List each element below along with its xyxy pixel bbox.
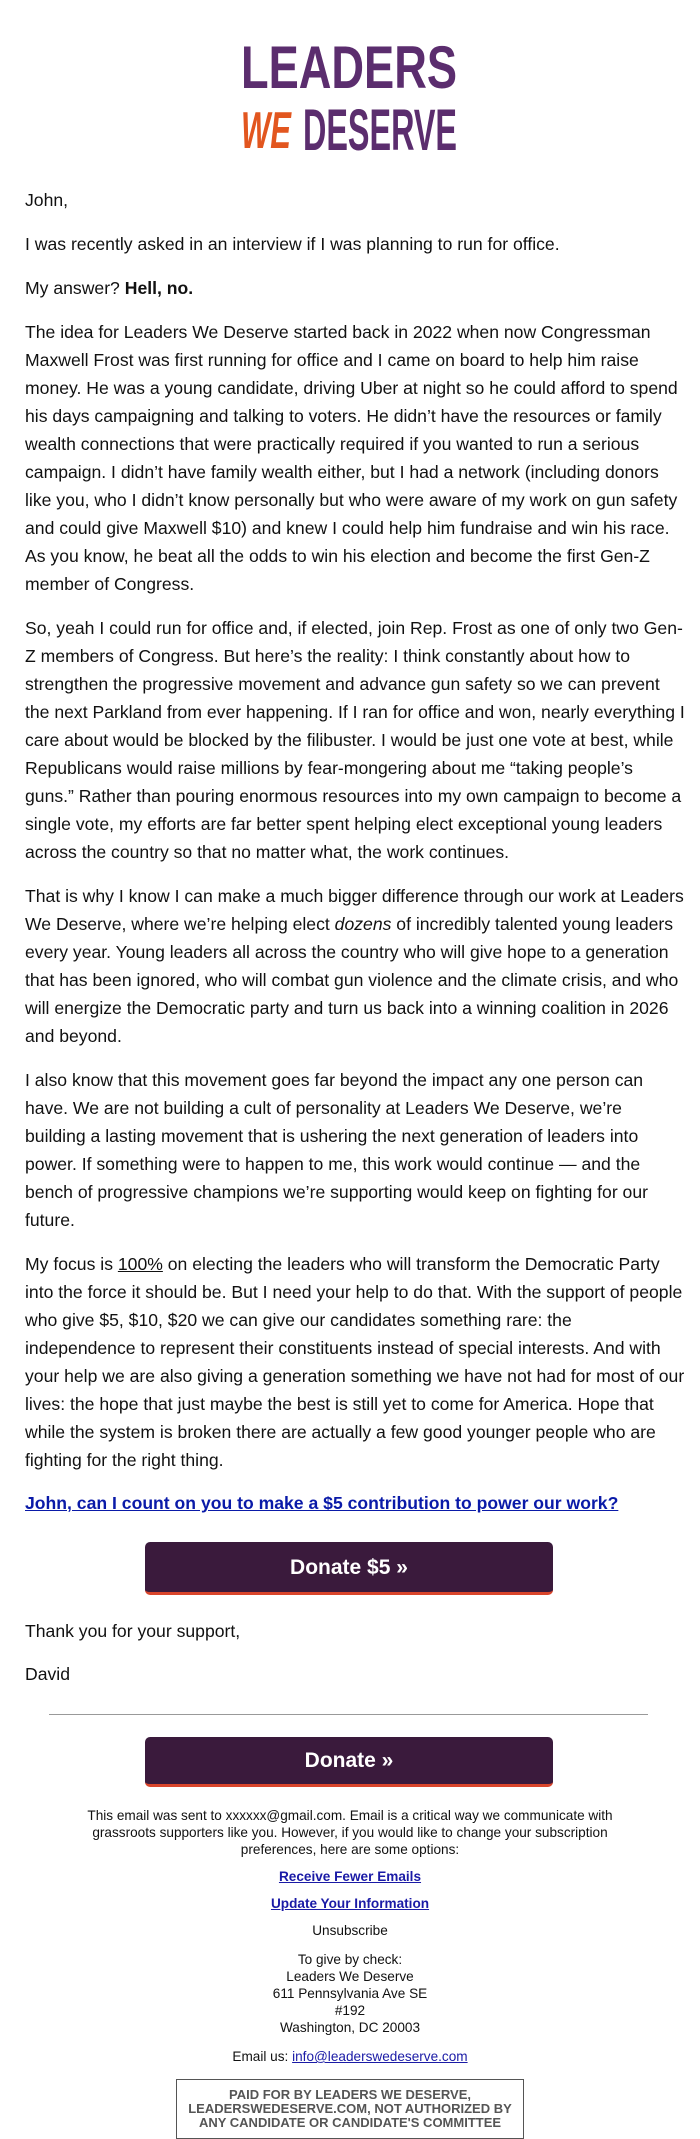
email-body	[25, 186, 685, 1474]
check-label: To give by check:	[297, 1952, 403, 1967]
paragraph	[25, 882, 685, 1050]
address-line: #192	[334, 2003, 366, 2018]
address-line: 611 Pennsylvania Ave SE	[272, 1986, 428, 2001]
signature: David	[25, 1664, 70, 1684]
text: on electing the leaders who will transform the Democratic Party into the force it should be. But I need your help to do that. With the support of people who give $5, $10, $20 we can give our candidates something rare: the independence to represent their constituents instead of special interests. And with your help we are also giving a generation something we have not had for most of our lives: the hope that just maybe the best is still yet to come for America. Hope that while the system is broken there are actually a few good younger people who are fighting for the right thing.	[25, 1254, 685, 1470]
header	[0, 0, 700, 163]
leaders-we-deserve-logo	[241, 32, 459, 163]
text: of incredibly talented young leaders every year. Young leaders all across the country who will give hope to a generation that has been ignored, who will combat gun violence and the climate crisis, and who will energize the Democratic party and turn us back into a winning coalition in 2026 and beyond.	[25, 914, 679, 1046]
paragraph: So, yeah I could run for office and, if elected, join Rep. Frost as one of only two Gen-Z members of Congress. But here’s the reality: I think constantly about how to strengthen the progressive movement and advance gun safety so we can prevent the next Parkland from ever happening. If I ran for office and won, nearly everything I care about would be blocked by the filibuster. I would be just one vote at best, while Republicans would raise millions by fear-mongering about me “taking people’s guns.” Rather than pouring enormous resources into my own campaign to become a single vote, my efforts are far better spent helping elect exceptional young leaders across the country so that no matter what, the work continues.	[25, 618, 685, 862]
paid-for-disclaimer: PAID FOR BY LEADERS WE DESERVE, LEADERSWEDESERVE.COM, NOT AUTHORIZED BY ANY CANDIDATE OR CANDIDATE'S COMMITTEE	[176, 2079, 524, 2139]
check-address	[75, 1951, 625, 2036]
paragraph: I was recently asked in an interview if I was planning to run for office.	[25, 234, 560, 254]
svg-text:LEADERS: LEADERS	[241, 34, 457, 101]
paragraph	[25, 274, 685, 302]
contribution-ask-link[interactable]: John, can I count on you to make a $5 contribution to power our work?	[25, 1493, 619, 1513]
divider	[49, 1714, 648, 1715]
text: My answer?	[25, 278, 125, 298]
svg-text:DESERVE: DESERVE	[303, 98, 457, 163]
paragraph	[25, 1250, 685, 1474]
greeting: John,	[25, 190, 69, 210]
closing: Thank you for your support,	[25, 1621, 241, 1641]
bold-text: Hell, no.	[124, 278, 194, 298]
email-link[interactable]: info@leaderswedeserve.com	[292, 2049, 468, 2064]
text: My focus is	[25, 1254, 118, 1274]
update-information-link[interactable]: Update Your Information	[270, 1896, 430, 1911]
text: That is why I know I can make a much bigger difference through our work at Leaders We Deserve, where we’re helping elect	[25, 886, 684, 934]
footer-notice: This email was sent to xxxxxx@gmail.com. Email is a critical way we communicate with grassroots supporters like you. However, if you would like to change your subscription preferences, here are some options:	[87, 1808, 613, 1857]
donate-5-button[interactable]: Donate $5 »	[145, 1542, 553, 1595]
receive-fewer-emails-link[interactable]: Receive Fewer Emails	[278, 1869, 422, 1884]
paragraph: I also know that this movement goes far beyond the impact any one person can have. We are not building a cult of personality at Leaders We Deserve, we’re building a lasting movement that is ushering the next generation of leaders into power. If something were to happen to me, this work would continue — and the bench of progressive champions we’re supporting would keep on fighting for our future.	[25, 1070, 648, 1230]
donate-button[interactable]: Donate »	[145, 1737, 553, 1787]
paragraph: The idea for Leaders We Deserve started back in 2022 when now Congressman Maxwell Frost was first running for office and I came on board to help him raise money. He was a young candidate, driving Uber at night so he could afford to spend his days campaigning and talking to voters. He didn’t have the resources or family wealth connections that were practically required if you wanted to run a serious campaign. I didn’t have family wealth either, but I had a network (including donors like you, who I didn’t know personally but who were aware of my work on gun safety and could give Maxwell $10) and knew I could help him fundraise and win his race. As you know, he beat all the odds to win his election and become the first Gen-Z member of Congress.	[25, 322, 678, 594]
underlined-text: 100%	[117, 1254, 163, 1274]
email-label: Email us:	[232, 2049, 293, 2064]
italic-text: dozens	[334, 914, 392, 934]
email-us	[75, 2048, 625, 2065]
address-line: Washington, DC 20003	[279, 2020, 421, 2035]
unsubscribe-link[interactable]: Unsubscribe	[312, 1923, 388, 1938]
address-line: Leaders We Deserve	[286, 1969, 414, 1984]
svg-text:WE: WE	[241, 102, 292, 160]
